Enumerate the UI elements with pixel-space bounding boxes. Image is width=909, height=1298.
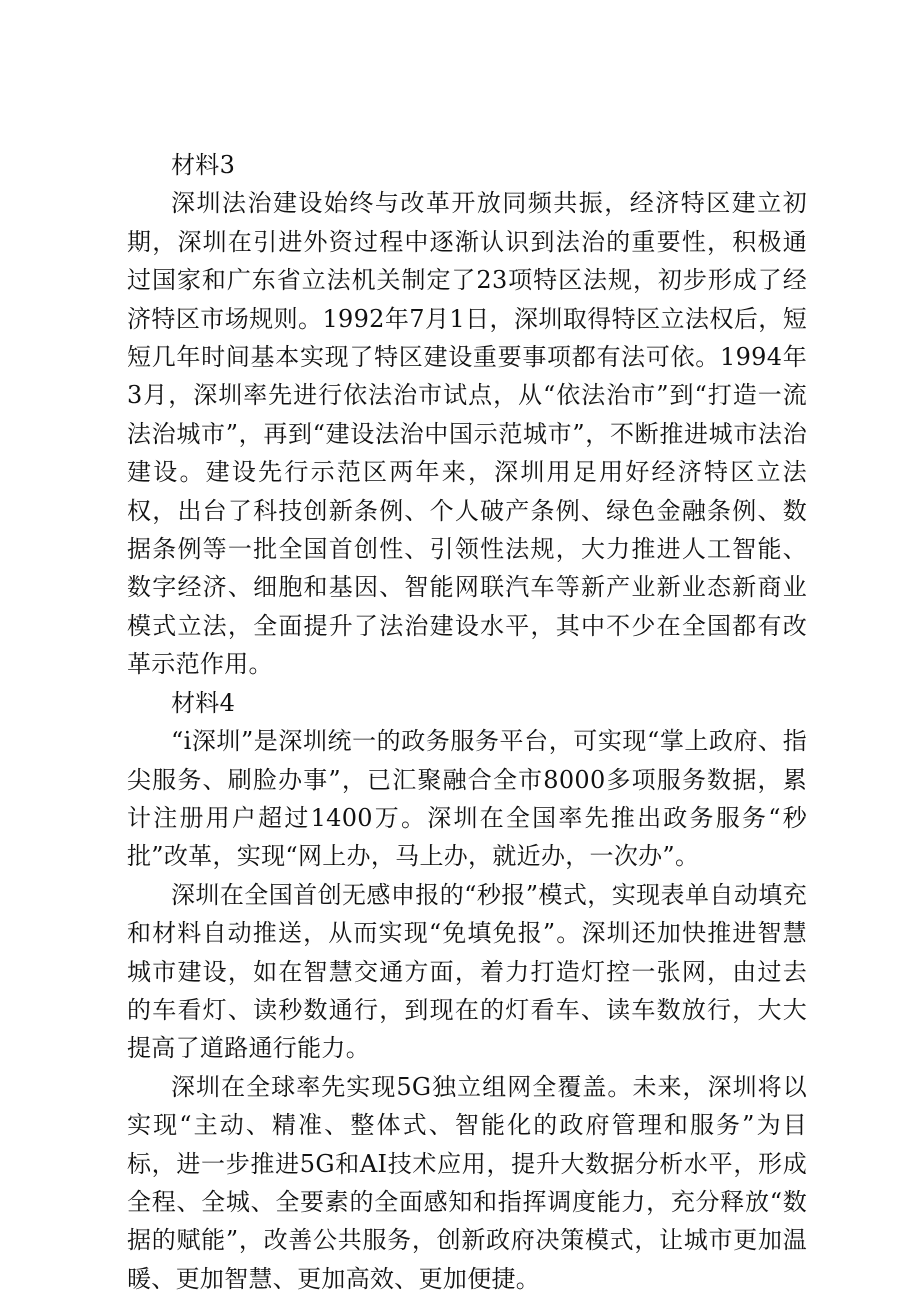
- material-4-paragraph-3: 深圳在全球率先实现5G独立组网全覆盖。未来，深圳将以实现“主动、精准、整体式、智能化的政府管理和服务”为目标，进一步推进5G和AI技术应用，提升大数据分析水平，形成全程、全城、全要素的全面感知和指挥调度能力，充分释放“数据的赋能”，改善公共服务，创新政府决策模式，让城市更加温暖、更加智慧、更加高效、更加便捷。: [127, 1072, 807, 1293]
- material-3-heading: 材料3: [171, 151, 236, 179]
- material-3-section: [127, 146, 807, 684]
- material-4-heading: 材料4: [171, 688, 236, 717]
- document-body: [127, 146, 807, 1298]
- material-4-section: [127, 684, 807, 1298]
- material-3-paragraph-1: 深圳法治建设始终与改革开放同频共振，经济特区建立初期，深圳在引进外资过程中逐渐认识到法治的重要性，积极通过国家和广东省立法机关制定了23项特区法规，初步形成了经济特区市场规则。1992年7月1日，深圳取得特区立法权后，短短几年时间基本实现了特区建设重要事项都有法可依。1994年3月，深圳率先进行依法治市试点，从“依法治市”到“打造一流法治城市”，再到“建设法治中国示范城市”，不断推进城市法治建设。建设先行示范区两年来，深圳用足用好经济特区立法权，出台了科技创新条例、个人破产条例、绿色金融条例、数据条例等一批全国首创性、引领性法规，大力推进人工智能、数字经济、细胞和基因、智能网联汽车等新产业新业态新商业模式立法，全面提升了法治建设水平，其中不少在全国都有改革示范作用。: [127, 189, 807, 679]
- material-4-paragraph-2: 深圳在全国首创无感申报的“秒报”模式，实现表单自动填充和材料自动推送，从而实现“免填免报”。深圳还加快推进智慧城市建设，如在智慧交通方面，着力打造灯控一张网，由过去的车看灯、读秒数通行，到现在的灯看车、读车数放行，大大提高了道路通行能力。: [127, 880, 807, 1063]
- material-4-paragraph-1: “i深圳”是深圳统一的政务服务平台，可实现“掌上政府、指尖服务、刷脸办事”，已汇聚融合全市8000多项服务数据，累计注册用户超过1400万。深圳在全国率先推出政务服务“秒批”改革，实现“网上办，马上办，就近办，一次办”。: [127, 727, 807, 871]
